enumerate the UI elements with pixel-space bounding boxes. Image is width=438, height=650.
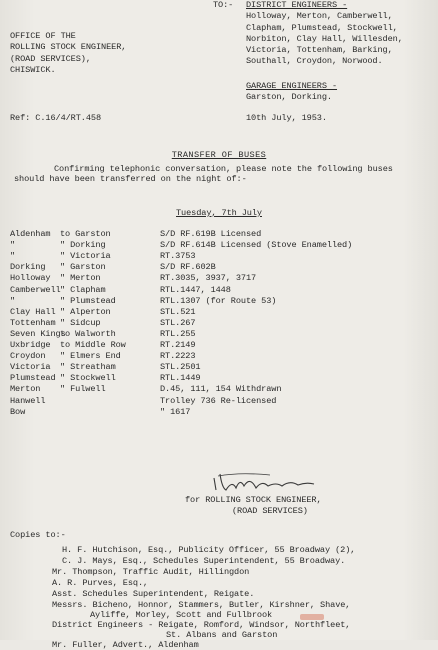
transfer-from: ": [10, 251, 16, 262]
transfer-to: to Garston: [60, 229, 111, 239]
transfer-from: ": [10, 295, 16, 306]
transfer-to: " Dorking: [60, 240, 106, 251]
transfer-to: " Victoria: [60, 251, 111, 262]
copy-recipient: H. F. Hutchison, Esq., Publicity Officer, 55 Broadway (2),: [62, 545, 356, 555]
transfer-from: Plumstead: [10, 373, 56, 384]
to-label: TO:-: [213, 0, 234, 10]
transfer-from: ": [10, 240, 16, 251]
transfer-to: " Streatham: [60, 362, 116, 373]
copy-recipient: Messrs. Bicheno, Honnor, Stammers, Butler, Kirshner, Shave,: [52, 600, 351, 610]
transfer-detail: RT.2149: [160, 340, 196, 350]
copy-recipient: Mr. Thompson, Traffic Audit, Hillingdon: [52, 567, 250, 577]
district-line: Holloway, Merton, Camberwell,: [246, 11, 393, 22]
transfer-detail: S/D RF.619B Licensed: [160, 229, 262, 239]
intro-line-2: should have been transferred on the night of:-: [14, 174, 247, 185]
transfer-from: Tottenham: [10, 317, 56, 328]
copy-recipient: Mr. Fuller, Advert., Aldenham: [52, 640, 199, 650]
district-line: Southall, Croydon, Norwood.: [246, 56, 383, 67]
transfer-detail: STL.2501: [160, 362, 201, 373]
copies-label: Copies to:-: [10, 530, 66, 540]
copy-recipient: A. R. Purves, Esq.,: [52, 578, 149, 588]
transfer-detail: RTL.1307 (for Route 53): [160, 295, 277, 306]
district-line: Clapham, Plumstead, Stockwell,: [246, 22, 398, 33]
transfer-from: Croydon: [10, 351, 46, 362]
office-line: OFFICE OF THE: [10, 31, 76, 41]
copy-recipient: C. J. Mays, Esq., Schedules Superintendent, 55 Broadway.: [62, 556, 346, 566]
transfer-from: Bow: [10, 406, 26, 417]
transfer-to: " Merton: [60, 273, 101, 284]
transfer-from: Clay Hall: [10, 306, 56, 317]
office-address: [10, 31, 126, 76]
reference: Ref: C.16/4/RT.458: [10, 113, 102, 123]
garage-engineers-block: [246, 81, 337, 104]
garage-line: Garston, Dorking.: [246, 92, 332, 103]
district-line: Victoria, Tottenham, Barking,: [246, 45, 393, 56]
transfer-detail: STL.521: [160, 306, 196, 317]
transfer-from: Holloway: [10, 273, 51, 284]
transfer-detail: RTL.1449: [160, 373, 201, 384]
transfer-to: " Garston: [60, 262, 106, 273]
transfer-from: Victoria: [10, 362, 51, 373]
transfer-to: " Sidcup: [60, 317, 101, 328]
memo-date: 10th July, 1953.: [246, 113, 327, 123]
signature: [210, 470, 330, 494]
transfer-from: Hanwell: [10, 395, 46, 406]
transfer-from: Aldenham: [10, 229, 51, 239]
copy-recipient: Asst. Schedules Superintendent, Reigate.: [52, 589, 255, 599]
district-line: Norbiton, Clay Hall, Willesden,: [246, 33, 403, 44]
memo-title: TRANSFER OF BUSES: [171, 150, 267, 160]
office-line: ROLLING STOCK ENGINEER,: [10, 42, 127, 53]
day-heading: Tuesday, 7th July: [176, 208, 262, 218]
garage-engineers-title: GARAGE ENGINEERS -: [246, 81, 338, 91]
transfer-detail: RTL.1447, 1448: [160, 284, 231, 295]
copy-recipient: District Engineers - Reigate, Romford, Windsor, Northfleet,: [52, 620, 351, 630]
handwritten-signature-icon: [210, 470, 330, 494]
transfer-detail: RT.2223: [160, 351, 196, 362]
transfer-to: " Plumstead: [60, 295, 116, 306]
transfer-detail: RT.3753: [160, 251, 196, 262]
transfer-from: Merton: [10, 384, 41, 395]
intro-line-1: Confirming telephonic conversation, please note the following buses: [54, 164, 393, 174]
copy-recipient: Ayliffe, Morley, Scott and Fullbrook: [90, 610, 273, 620]
transfer-from: Seven Kings: [10, 328, 66, 339]
office-line: (ROAD SERVICES),: [10, 53, 91, 64]
transfer-to: to Middle Row: [60, 340, 126, 350]
transfer-detail: STL.267: [160, 317, 196, 328]
copy-recipient: St. Albans and Garston: [166, 630, 278, 640]
signoff-line-2: (ROAD SERVICES): [232, 506, 308, 516]
transfer-to: " Elmers End: [60, 351, 121, 362]
district-engineers-title: DISTRICT ENGINEERS -: [246, 0, 348, 10]
transfer-detail: S/D RF.614B Licensed (Stove Enamelled): [160, 240, 353, 251]
transfer-to: " Alperton: [60, 306, 111, 317]
transfer-from: Dorking: [10, 262, 46, 273]
transfer-from: Uxbridge: [10, 340, 51, 350]
transfer-detail: S/D RF.602B: [160, 262, 216, 273]
transfer-to: " Fulwell: [60, 384, 106, 395]
ink-stain: [300, 614, 324, 620]
transfer-detail: Trolley 736 Re-licensed: [160, 395, 277, 406]
transfer-detail: RTL.255: [160, 328, 196, 339]
signoff-line-1: for ROLLING STOCK ENGINEER,: [185, 495, 322, 505]
transfer-detail: " 1617: [160, 406, 191, 417]
office-line: CHISWICK.: [10, 64, 56, 75]
transfer-to: " Stockwell: [60, 373, 116, 384]
transfer-detail: D.45, 111, 154 Withdrawn: [160, 384, 282, 395]
transfer-detail: RT.3035, 3937, 3717: [160, 273, 257, 284]
transfer-to: to Walworth: [60, 328, 116, 339]
transfer-from: Camberwell: [10, 284, 61, 295]
intro-paragraph: [14, 164, 434, 184]
transfer-to: " Clapham: [60, 284, 106, 295]
district-engineers-block: [246, 0, 403, 68]
